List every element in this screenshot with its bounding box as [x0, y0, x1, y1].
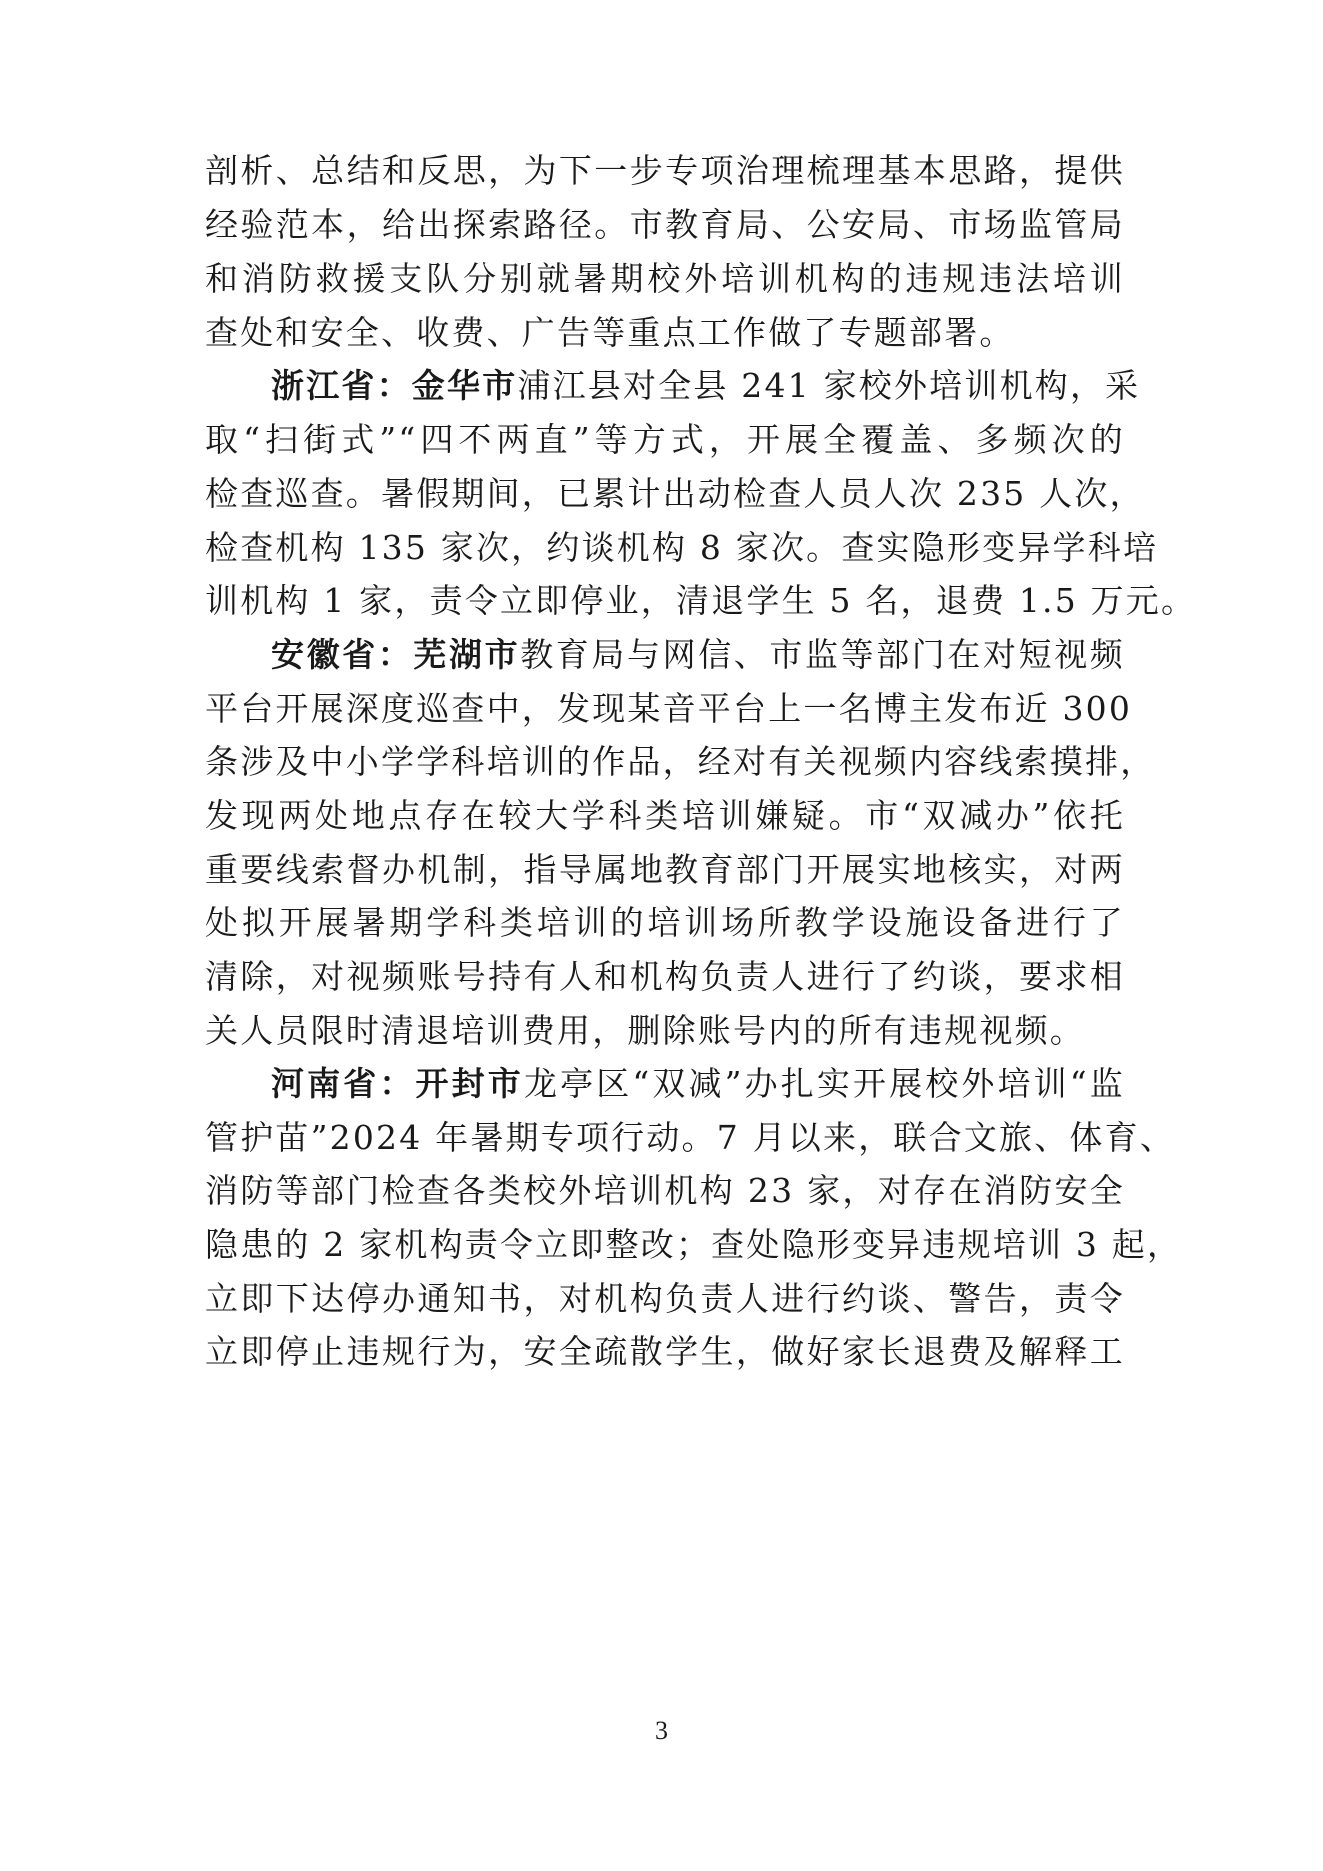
text-line — [205, 202, 1125, 248]
bold-heading: 浙江省：金华市 — [271, 366, 518, 405]
text-segment: 取“扫街式”“四不两直”等方式，开展全覆盖、多频次的 — [205, 420, 1125, 459]
text-line — [205, 954, 1125, 1000]
text-segment: 检查机构 135 家次，约谈机构 8 家次。查实隐形变异学科培 — [205, 528, 1159, 567]
text-line — [205, 900, 1125, 946]
text-segment: 和消防救援支队分别就暑期校外培训机构的违规违法培训 — [205, 259, 1125, 298]
text-segment: 教育局与网信、市监等部门在对短视频 — [520, 635, 1125, 674]
text-segment: 立即下达停办通知书，对机构负责人进行约谈、警告，责令 — [205, 1279, 1125, 1318]
text-line — [271, 632, 1125, 678]
bold-heading: 河南省：开封市 — [271, 1064, 524, 1103]
text-line — [205, 847, 1125, 893]
text-line — [205, 1276, 1125, 1322]
text-segment: 剖析、总结和反思，为下一步专项治理梳理基本思路，提供 — [205, 151, 1125, 190]
text-segment: 发现两处地点存在较大学科类培训嫌疑。市“双减办”依托 — [205, 796, 1125, 835]
text-segment: 隐患的 2 家机构责令立即整改；查处隐形变异违规培训 3 起， — [205, 1225, 1183, 1264]
text-segment: 立即停止违规行为，安全疏散学生，做好家长退费及解释工 — [205, 1332, 1125, 1371]
text-segment: 龙亭区“双减”办扎实开展校外培训“监 — [523, 1064, 1125, 1103]
text-segment: 关人员限时清退培训费用，删除账号内的所有违规视频。 — [205, 1011, 1085, 1050]
text-segment: 训机构 1 家，责令立即停业，清退学生 5 名，退费 1.5 万元。 — [205, 581, 1197, 620]
text-line — [205, 793, 1125, 839]
text-line — [271, 1061, 1125, 1107]
text-segment: 管护苗”2024 年暑期专项行动。7 月以来，联合文旅、体育、 — [205, 1118, 1176, 1157]
text-line — [205, 310, 1125, 356]
text-segment: 经验范本，给出探索路径。市教育局、公安局、市场监管局 — [205, 205, 1125, 244]
text-segment: 清除，对视频账号持有人和机构负责人进行了约谈，要求相 — [205, 957, 1125, 996]
page-number: 3 — [655, 1716, 668, 1745]
text-segment: 处拟开展暑期学科类培训的培训场所教学设施设备进行了 — [205, 903, 1125, 942]
text-line — [271, 363, 1141, 409]
text-segment: 检查巡查。暑假期间，已累计出动检查人员人次 235 人次， — [205, 474, 1145, 513]
text-line — [205, 1008, 1125, 1054]
text-segment: 重要线索督办机制，指导属地教育部门开展实地核实，对两 — [205, 850, 1125, 889]
bold-heading: 安徽省：芜湖市 — [271, 635, 521, 674]
text-line — [205, 686, 1133, 732]
text-line — [205, 256, 1125, 302]
text-line — [205, 148, 1125, 194]
text-segment: 消防等部门检查各类校外培训机构 23 家，对存在消防安全 — [205, 1171, 1125, 1210]
text-segment: 浦江县对全县 241 家校外培训机构，采 — [517, 366, 1141, 405]
text-line — [205, 1222, 1183, 1268]
text-line — [205, 417, 1125, 463]
text-segment: 平台开展深度巡查中，发现某音平台上一名博主发布近 300 — [205, 689, 1133, 728]
text-line — [205, 525, 1159, 571]
text-segment: 查处和安全、收费、广告等重点工作做了专题部署。 — [205, 313, 1015, 352]
text-line — [205, 471, 1145, 517]
text-line — [205, 739, 1156, 785]
text-line — [205, 578, 1197, 624]
text-line — [205, 1115, 1176, 1161]
text-line — [205, 1329, 1125, 1375]
text-segment: 条涉及中小学学科培训的作品，经对有关视频内容线索摸排， — [205, 742, 1156, 781]
text-line — [205, 1168, 1125, 1214]
